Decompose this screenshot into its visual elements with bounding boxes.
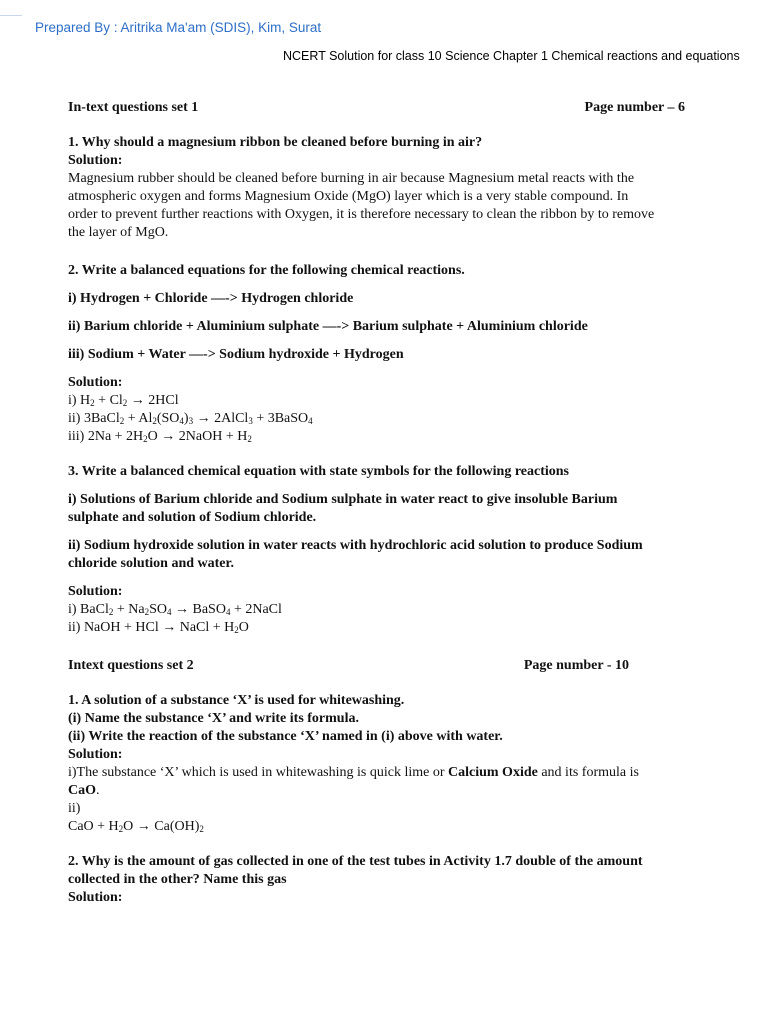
set2-q1-line: 1. A solution of a substance ‘X’ is used for whitewashing. xyxy=(68,693,405,708)
set1-q1-answer-line: Magnesium rubber should be cleaned before burning in air because Magnesium metal reacts with the xyxy=(68,171,635,186)
set2-title: Intext questions set 2 xyxy=(68,658,194,673)
set1-q1-answer-line: the layer of MgO. xyxy=(68,225,169,240)
set1-q2-question: 2. Write a balanced equations for the following chemical reactions. xyxy=(68,263,465,278)
set2-heading xyxy=(68,657,629,675)
set1-q2-solution-label: Solution: xyxy=(68,375,123,390)
set2-q1-solution-label: Solution: xyxy=(68,747,123,762)
set1-q1-answer-line: order to prevent further reactions with Oxygen, it is therefore necessary to clean the ribbon by to remove xyxy=(68,207,655,222)
set1-page-number: Page number – 6 xyxy=(584,100,685,115)
set1-q2-part-ii: ii) Barium chloride + Aluminium sulphate —-> Barium sulphate + Aluminium chloride xyxy=(68,319,588,334)
set2-q2-solution-label: Solution: xyxy=(68,890,123,905)
set1-q3-part-i-line: sulphate and solution of Sodium chloride. xyxy=(68,510,317,525)
set2-q2-line: collected in the other? Name this gas xyxy=(68,872,287,887)
set1-q1-question: 1. Why should a magnesium ribbon be cleaned before burning in air? xyxy=(68,135,483,150)
document-body xyxy=(68,99,708,907)
set2-q1-line: (ii) Write the reaction of the substance ‘X’ named in (i) above with water. xyxy=(68,729,503,744)
set1-title: In-text questions set 1 xyxy=(68,100,199,115)
set1-q3-equation-2: ii) NaOH + HCl → NaCl + $H_2O$ xyxy=(68,620,249,635)
set2-q1-answer-ii-label: ii) xyxy=(68,801,81,816)
set2-q1-line: (i) Name the substance ‘X’ and write its formula. xyxy=(68,711,359,726)
set2-q2-line: 2. Why is the amount of gas collected in one of the test tubes in Activity 1.7 double of the amount xyxy=(68,854,643,869)
set1-q3-question: 3. Write a balanced chemical equation with state symbols for the following reactions xyxy=(68,464,569,479)
set1-heading xyxy=(68,99,685,117)
set1-q2-equation-3: iii) $2Na + 2H_2O$ → 2NaOH + $H_2$ xyxy=(68,429,252,444)
set2-q1-answer-i: i)The substance ‘X’ which is used in whitewashing is quick lime or Calcium Oxide and its formula is xyxy=(68,765,639,780)
set2-page-number: Page number - 10 xyxy=(523,658,629,673)
set1-q3-equation-1: i) BaCl$_2$ + $Na_2SO_4$ → BaSO$_4$ + 2NaCl xyxy=(68,602,282,617)
set1-q3-solution-label: Solution: xyxy=(68,584,123,599)
set1-q2-equation-1: i) $H_2 + Cl_2 \to 2HCl$ xyxy=(68,393,179,408)
header-rule xyxy=(0,15,22,16)
set1-q2-equation-2: ii) 3BaCl$_2$ + $Al_2(SO_4)_3$ → 2AlCl$_3$ + 3BaSO$_4$ xyxy=(68,411,313,426)
set1-q2-part-iii: iii) Sodium + Water —-> Sodium hydroxide + Hydrogen xyxy=(68,347,404,362)
prepared-by: Prepared By : Aritrika Ma'am (SDIS), Kim, Surat xyxy=(35,20,322,35)
document-subtitle: NCERT Solution for class 10 Science Chapter 1 Chemical reactions and equations xyxy=(283,49,740,63)
set1-q1-solution-label: Solution: xyxy=(68,153,123,168)
set2-q1-answer-i-formula: CaO. xyxy=(68,783,100,798)
set1-q3-part-ii-line: ii) Sodium hydroxide solution in water reacts with hydrochloric acid solution to produce Sodium xyxy=(68,538,643,553)
set1-q3-part-ii-line: chloride solution and water. xyxy=(68,556,234,571)
set1-q2-part-i: i) Hydrogen + Chloride —-> Hydrogen chloride xyxy=(68,291,354,306)
set1-q3-part-i-line: i) Solutions of Barium chloride and Sodium sulphate in water react to give insoluble Barium xyxy=(68,492,618,507)
set2-q1-equation: CaO + $H_2O \to Ca(OH)_2$ xyxy=(68,819,204,834)
set1-q1-answer-line: atmospheric oxygen and forms Magnesium Oxide (MgO) layer which is a very stable compound. In xyxy=(68,189,629,204)
